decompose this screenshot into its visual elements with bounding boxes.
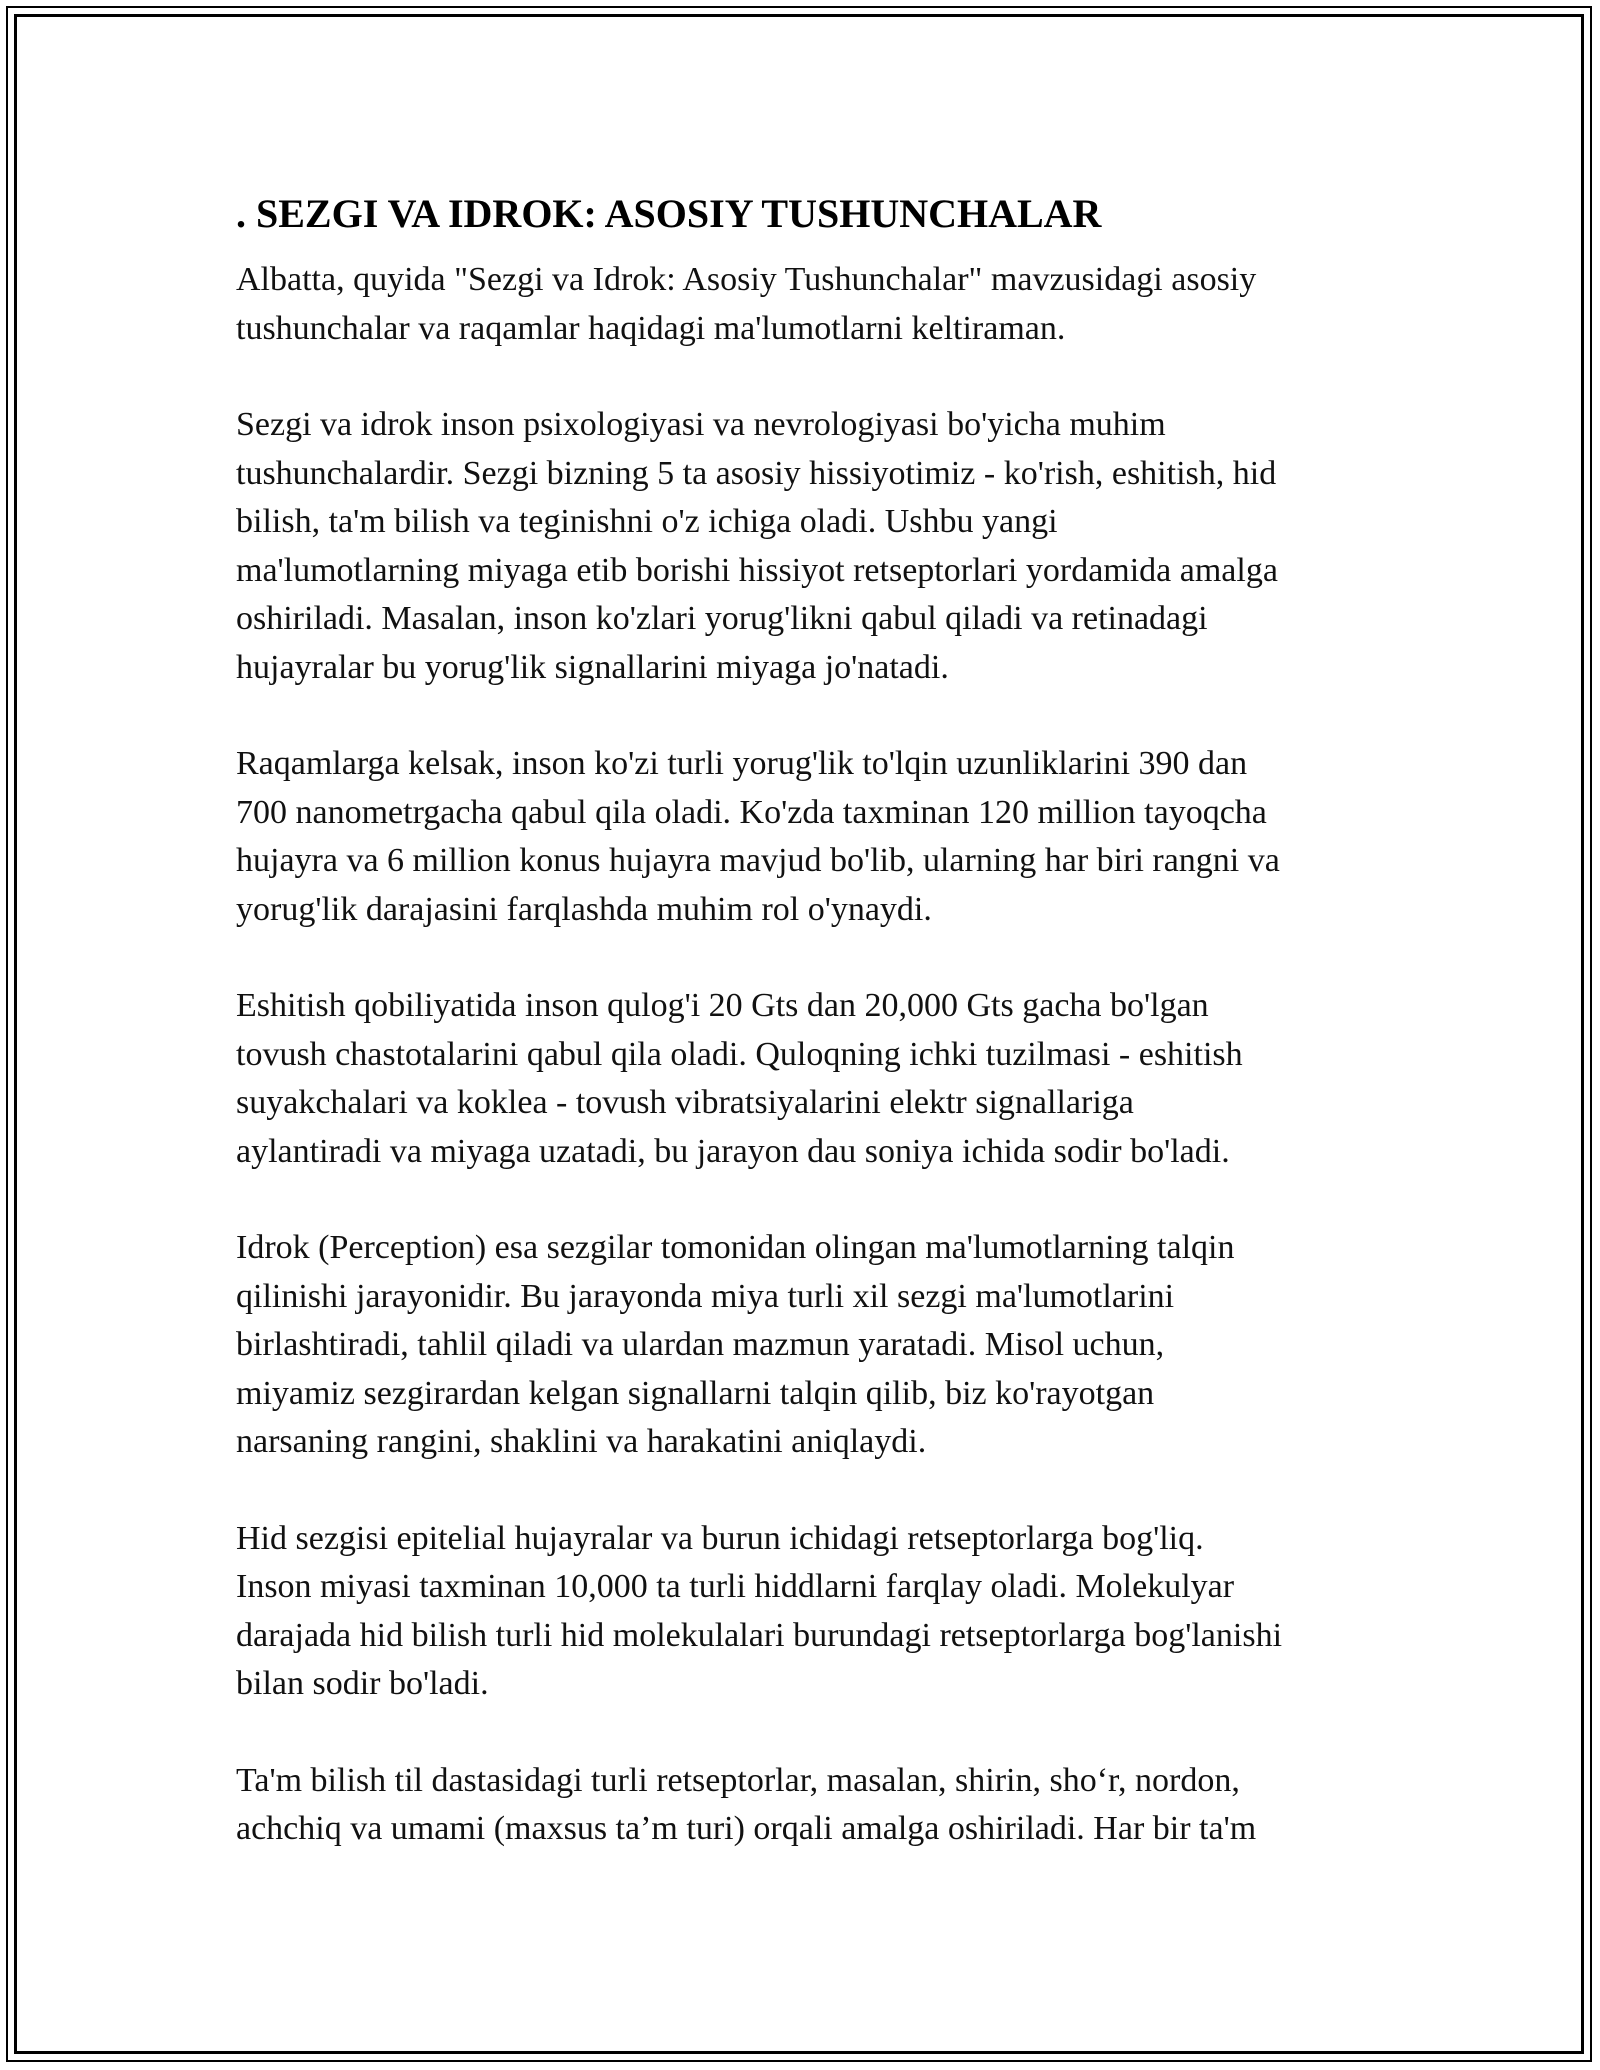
paragraph-line: birlashtiradi, tahlil qiladi va ulardan mazmun yaratadi. Misol uchun, [236, 1326, 1165, 1363]
paragraph-line: qilinishi jarayonidir. Bu jarayonda miya turli xil sezgi ma'lumotlarini [236, 1277, 1175, 1315]
paragraph-line: suyakchalari va koklea - tovush vibratsiyalarini elektr signallariga [236, 1084, 1134, 1121]
paragraph-smell [236, 1515, 1386, 1709]
paragraph-line: aylantiradi va miyaga uzatadi, bu jarayon dau soniya ichida sodir bo'ladi. [236, 1132, 1230, 1170]
paragraph-line: hujayralar bu yorug'lik signallarini miyaga jo'natadi. [236, 648, 949, 686]
paragraph-line: narsaning rangini, shaklini va harakatini aniqlaydi. [236, 1423, 927, 1460]
paragraph-line: Idrok (Perception) esa sezgilar tomonidan olingan ma'lumotlarning talqin [236, 1229, 1235, 1266]
paragraph-line: hujayra va 6 million konus hujayra mavjud bo'lib, ularning har biri rangni va [236, 842, 1280, 879]
paragraph-line: achchiq va umami (maxsus ta’m turi) orqali amalga oshiriladi. Har bir ta'm [236, 1810, 1257, 1847]
paragraph-line: ma'lumotlarning miyaga etib borishi hissiyot retseptorlari yordamida amalga [236, 551, 1278, 589]
document-title: . SEZGI VA IDROK: ASOSIY TUSHUNCHALAR [236, 191, 1102, 236]
paragraph-line: Hid sezgisi epitelial hujayralar va burun ichidagi retseptorlarga bog'liq. [236, 1519, 1204, 1557]
paragraph-line: yorug'lik darajasini farqlashda muhim rol o'ynaydi. [236, 890, 932, 928]
paragraph-perception [236, 1224, 1386, 1467]
paragraph-line: tushunchalardir. Sezgi bizning 5 ta asosiy hissiyotimiz - ko'rish, eshitish, hid [236, 454, 1277, 492]
paragraph-line: Sezgi va idrok inson psixologiyasi va nevrologiyasi bo'yicha muhim [236, 406, 1166, 443]
paragraph-line: darajada hid bilish turli hid molekulalari burundagi retseptorlarga bog'lanishi [236, 1616, 1283, 1654]
paragraph-line: miyamiz sezgirardan kelgan signallarni talqin qilib, biz ko'rayotgan [236, 1374, 1155, 1412]
paragraph-taste [236, 1757, 1386, 1854]
paragraph-hearing [236, 982, 1386, 1176]
paragraph-line: tushunchalar va raqamlar haqidagi ma'lumotlarni keltiraman. [236, 309, 1066, 347]
paragraph-line: bilan sodir bo'ladi. [236, 1665, 489, 1702]
paragraph-vision-numbers [236, 740, 1386, 934]
paragraph-line: Inson miyasi taxminan 10,000 ta turli hiddlarni farqlay oladi. Molekulyar [236, 1568, 1235, 1605]
paragraph-sensation [236, 401, 1386, 692]
paragraph-line: Raqamlarga kelsak, inson ko'zi turli yorug'lik to'lqin uzunliklarini 390 dan [236, 745, 1248, 782]
paragraph-line: Ta'm bilish til dastasidagi turli retseptorlar, masalan, shirin, sho‘r, nordon, [236, 1761, 1240, 1799]
paragraph-line: Eshitish qobiliyatida inson qulog'i 20 Gts dan 20,000 Gts gacha bo'lgan [236, 987, 1209, 1024]
paragraph-line: 700 nanometrgacha qabul qila oladi. Ko'zda taxminan 120 million tayoqcha [236, 793, 1267, 831]
paragraph-line: oshiriladi. Masalan, inson ko'zlari yorug'likni qabul qiladi va retinadagi [236, 600, 1208, 637]
paragraph-line: Albatta, quyida "Sezgi va Idrok: Asosiy Tushunchalar" mavzusidagi asosiy [236, 261, 1257, 298]
paragraph-line: tovush chastotalarini qabul qila oladi. Quloqning ichki tuzilmasi - eshitish [236, 1035, 1243, 1073]
paragraph-line: bilish, ta'm bilish va teginishni o'z ichiga oladi. Ushbu yangi [236, 503, 1058, 540]
paragraph-intro [236, 256, 1386, 353]
document-body [236, 186, 1386, 1902]
